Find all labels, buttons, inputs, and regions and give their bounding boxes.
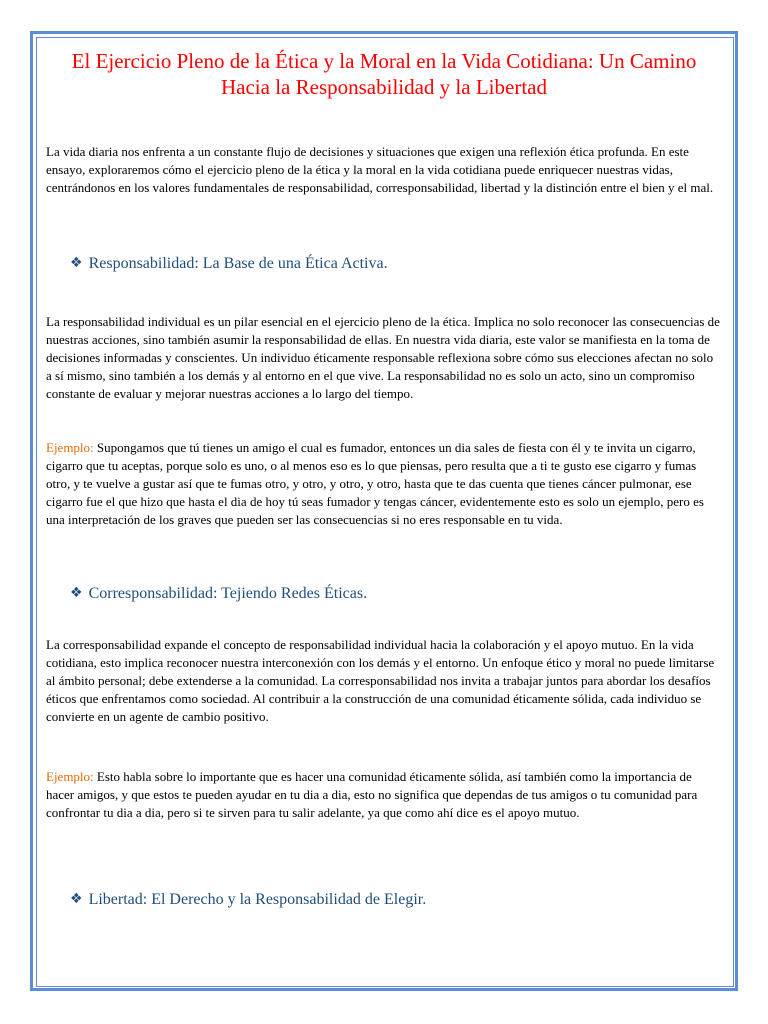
example-text: Esto habla sobre lo importante que es hacer una comunidad éticamente sólida, así también como la importancia de hacer amigos, y que estos te pueden ayudar en tu dia a dia, esto no significa que dependas de tus amigos o tu comunidad para confrontar tu dia a dia, pero si te sirven para tu salir adelante, ya que como ahí dice es el apoyo mutuo. xyxy=(46,769,698,820)
section-heading-text: Responsabilidad: La Base de una Ética Activa. xyxy=(88,255,388,272)
example-paragraph-corresponsabilidad xyxy=(46,768,722,822)
section-heading-text: Corresponsabilidad: Tejiendo Redes Éticas. xyxy=(88,585,368,602)
section-heading-libertad xyxy=(70,890,426,910)
section-body-corresponsabilidad: La corresponsabilidad expande el concepto de responsabilidad individual hacia la colaboración y el apoyo mutuo. En la vida cotidiana, esto implica reconocer nuestra interconexión con los demás y el entorno. Un enfoque ético y moral no puede limitarse al ámbito personal; debe extenderse a la comunidad. La corresponsabilidad nos invita a trabajar juntos para abordar los desafíos éticos que enfrentamos como sociedad. Al contribuir a la construcción de una comunidad éticamente sólida, cada individuo se convierte en un agente de cambio positivo. xyxy=(46,637,715,724)
diamond-bullet-icon: ❖ xyxy=(70,891,83,907)
diamond-bullet-icon: ❖ xyxy=(70,255,83,271)
diamond-bullet-icon: ❖ xyxy=(70,585,83,601)
section-heading-corresponsabilidad xyxy=(70,584,367,604)
example-paragraph-responsabilidad xyxy=(46,439,722,529)
section-heading-text: Libertad: El Derecho y la Responsabilidad de Elegir. xyxy=(88,891,427,908)
example-text: Supongamos que tú tienes un amigo el cual es fumador, entonces un dia sales de fiesta con él y te invita un cigarro, cigarro que tu aceptas, porque solo es uno, o al menos eso es lo que piensas, pero resulta que a ti te gusto ese cigarro y fumas otro, y te vuelve a gustar así que te fumas otro, y otro, y otro, y otro, hasta que te das cuenta que tienes cáncer pulmonar, ese cigarro fue el que hizo que hasta el dia de hoy tú seas fumador y tengas cáncer, evidentemente esto es solo un ejemplo, pero es una interpretación de los graves que pueden ser las consecuencias si no eres responsable en tu vida. xyxy=(46,440,704,527)
example-label: Ejemplo: xyxy=(46,769,94,784)
document-title: El Ejercicio Pleno de la Ética y la Moral en la Vida Cotidiana: Un Camino Hacia la Responsabilidad y la Libertad xyxy=(71,49,697,99)
example-label: Ejemplo: xyxy=(46,440,94,455)
document-page xyxy=(46,46,722,908)
section-body-responsabilidad: La responsabilidad individual es un pilar esencial en el ejercicio pleno de la ética. Implica no solo reconocer las consecuencias de nuestras acciones, sino también asumir la responsabilidad de ellas. En nuestra vida diaria, este valor se manifiesta en la toma de decisiones informadas y conscientes. Un individuo éticamente responsable reflexiona sobre cómo sus elecciones afectan no solo a sí mismo, sino también a los demás y al entorno en el que vive. La responsabilidad no es solo un acto, sino un compromiso constante de evaluar y mejorar nuestras acciones a lo largo del tiempo. xyxy=(46,314,720,401)
section-heading-responsabilidad xyxy=(70,254,388,274)
intro-paragraph: La vida diaria nos enfrenta a un constante flujo de decisiones y situaciones que exigen una reflexión ética profunda. En este ensayo, exploraremos cómo el ejercicio pleno de la ética y la moral en la vida cotidiana puede enriquecer nuestras vidas, centrándonos en los valores fundamentales de responsabilidad, corresponsabilidad, libertad y la distinción entre el bien y el mal. xyxy=(46,144,714,195)
